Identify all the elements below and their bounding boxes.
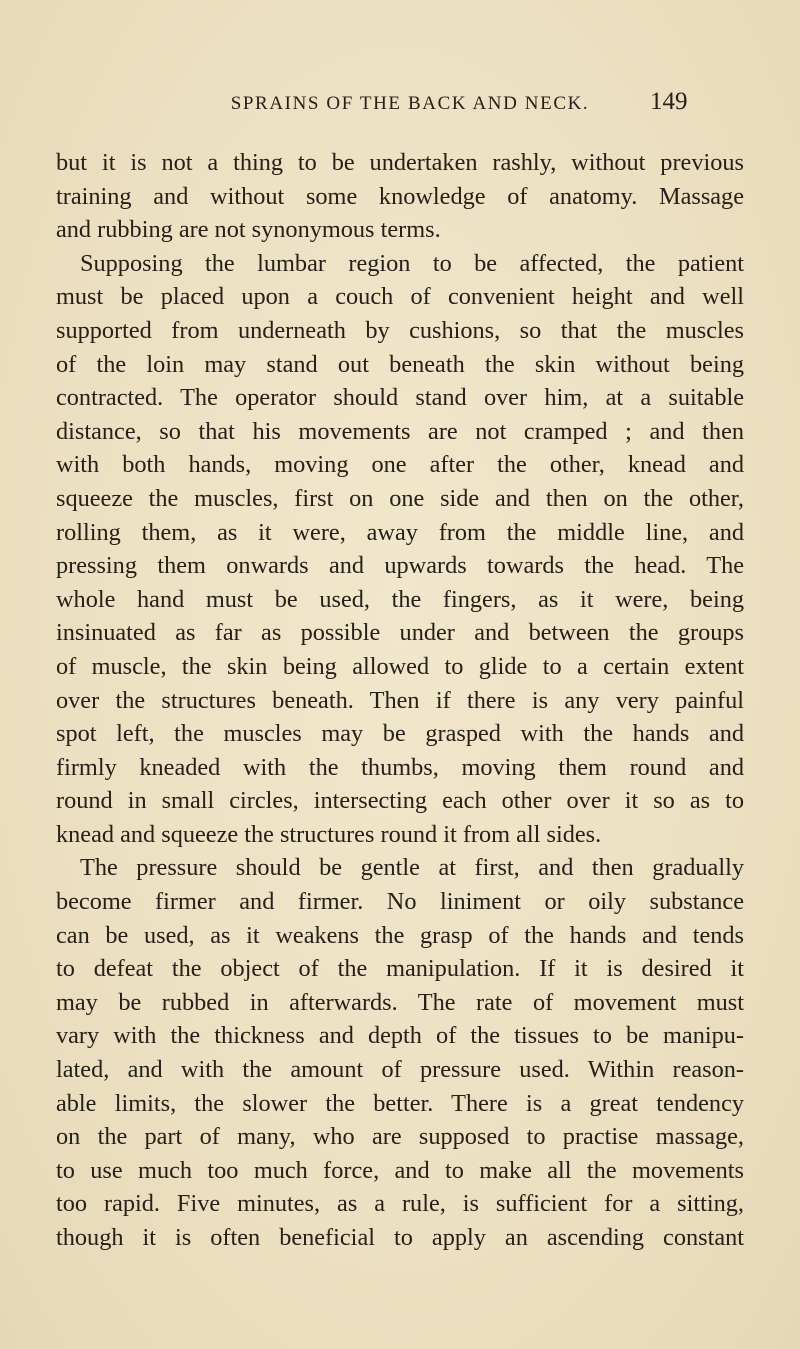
text-line: but it is not a thing to be undertaken rashly, without previous — [56, 149, 744, 176]
text-line: spot left, the muscles may be grasped with the hands and — [56, 720, 744, 748]
text-line: to defeat the object of the manipulation. If it is desired it — [56, 955, 744, 983]
text-line: though it is often beneficial to apply an ascending constant — [56, 1224, 744, 1251]
text-line: rolling them, as it were, away from the middle line, and — [56, 518, 744, 546]
text-line: Supposing the lumbar region to be affected, the patient — [80, 249, 744, 277]
text-line: of muscle, the skin being allowed to glide to a certain extent — [56, 652, 744, 680]
text-line: on the part of many, who are supposed to practise massage, — [56, 1123, 744, 1151]
text-line: whole hand must be used, the fingers, as it were, being — [56, 585, 744, 613]
text-line: can be used, as it weakens the grasp of the hands and tends — [56, 921, 744, 949]
text-line: firmly kneaded with the thumbs, moving them round and — [56, 753, 744, 781]
text-line: lated, and with the amount of pressure used. Within reason- — [56, 1056, 744, 1084]
text-line: vary with the thickness and depth of the tissues to be manipu- — [56, 1022, 744, 1050]
text-line: become firmer and firmer. No liniment or oily substance — [56, 888, 744, 916]
running-head: SPRAINS OF THE BACK AND NECK. — [230, 93, 590, 114]
text-line: round in small circles, intersecting each other over it so as to — [56, 787, 744, 815]
text-line: contracted. The operator should stand over him, at a suitable — [56, 384, 744, 412]
text-line: pressing them onwards and upwards towards the head. The — [56, 552, 744, 580]
text-line: over the structures beneath. Then if there is any very painful — [56, 686, 744, 714]
text-line: to use much too much force, and to make all the movements — [56, 1156, 744, 1184]
text-line: too rapid. Five minutes, as a rule, is sufficient for a sitting, — [56, 1190, 744, 1218]
text-line: knead and squeeze the structures round it from all sides. — [56, 820, 602, 848]
text-line: must be placed upon a couch of convenient height and well — [56, 283, 744, 311]
text-line: with both hands, moving one after the other, knead and — [56, 451, 744, 479]
text-line: insinuated as far as possible under and between the groups — [56, 619, 744, 647]
text-line: and rubbing are not synonymous terms. — [56, 216, 441, 244]
text-line: supported from underneath by cushions, so that the muscles — [56, 316, 744, 344]
text-line: training and without some knowledge of anatomy. Massage — [56, 182, 744, 210]
text-line: able limits, the slower the better. There is a great tendency — [56, 1089, 744, 1117]
body-text — [56, 146, 744, 1255]
text-line: squeeze the muscles, first on one side and then on the other, — [56, 484, 744, 512]
text-line: The pressure should be gentle at first, and then gradually — [80, 854, 744, 882]
text-line: distance, so that his movements are not cramped ; and then — [56, 417, 744, 445]
text-line: may be rubbed in afterwards. The rate of movement must — [56, 988, 744, 1016]
text-line: of the loin may stand out beneath the skin without being — [56, 350, 744, 378]
page-number: 149 — [650, 88, 688, 115]
